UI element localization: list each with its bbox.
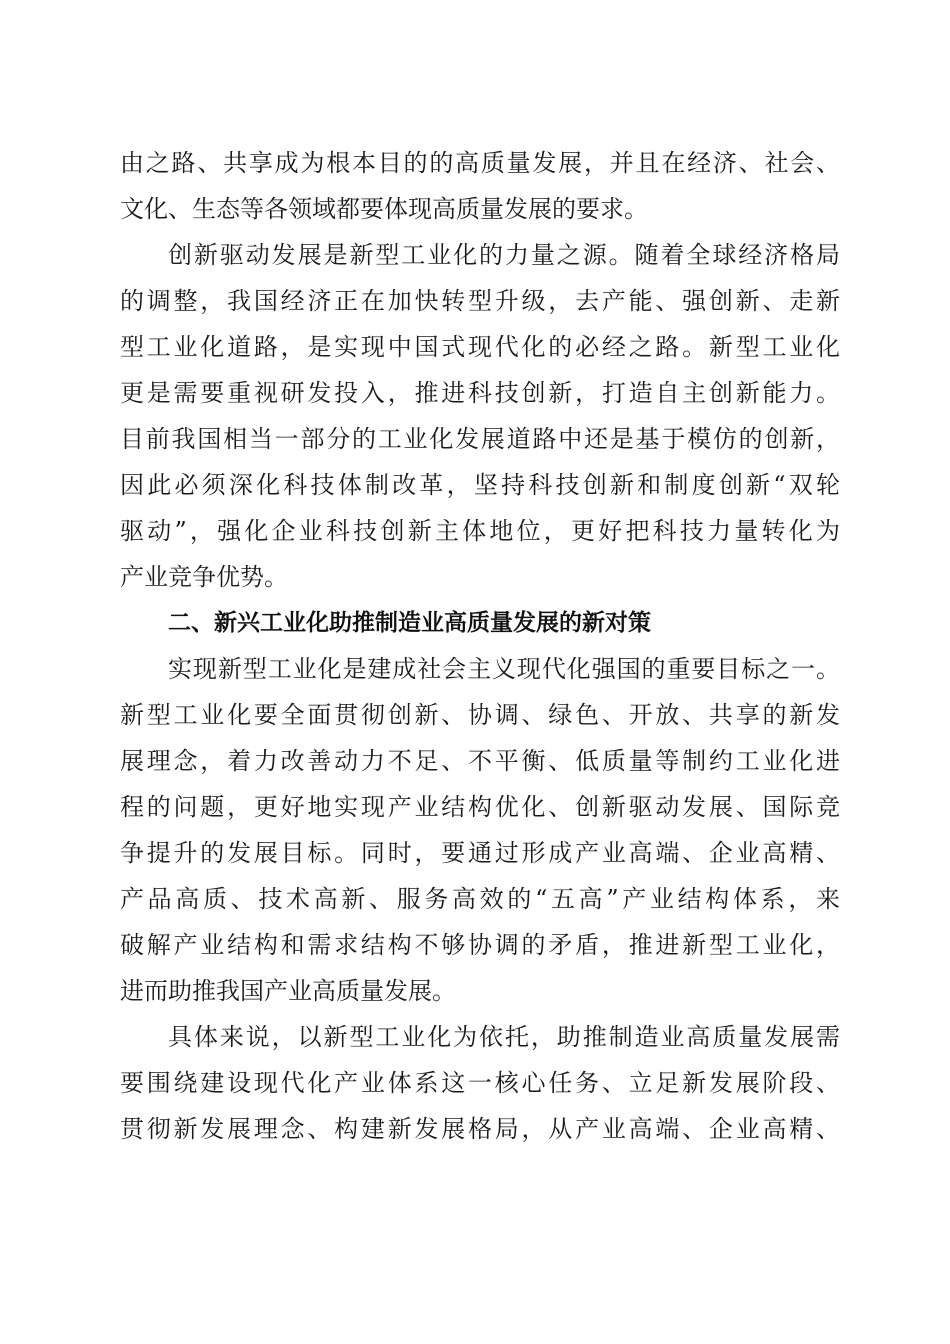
paragraph-line: 产品高质、技术高新、服务高效的“五高”产业结构体系，来 xyxy=(120,885,840,913)
paragraph-line: 争提升的发展目标。同时，要通过形成产业高端、企业高精、 xyxy=(120,839,840,867)
paragraph-line: 更是需要重视研发投入，推进科技创新，打造自主创新能力。 xyxy=(120,379,840,407)
paragraph-line: 产业竞争优势。 xyxy=(120,563,288,591)
paragraph-line: 实现新型工业化是建成社会主义现代化强国的重要目标之一。 xyxy=(168,655,840,683)
paragraph-line: 的调整，我国经济正在加快转型升级，去产能、强创新、走新 xyxy=(120,287,840,315)
paragraph-line: 具体来说，以新型工业化为依托，助推制造业高质量发展需 xyxy=(168,1023,840,1051)
paragraph-line: 因此必须深化科技体制改革，坚持科技创新和制度创新“双轮 xyxy=(120,471,840,499)
paragraph-line: 新型工业化要全面贯彻创新、协调、绿色、开放、共享的新发 xyxy=(120,701,840,729)
paragraph-line: 展理念，着力改善动力不足、不平衡、低质量等制约工业化进 xyxy=(120,747,840,775)
paragraph-line: 贯彻新发展理念、构建新发展格局，从产业高端、企业高精、 xyxy=(120,1115,840,1143)
paragraph-line: 文化、生态等各领域都要体现高质量发展的要求。 xyxy=(120,195,648,223)
paragraph-line: 进而助推我国产业高质量发展。 xyxy=(120,977,456,1005)
paragraph-line: 由之路、共享成为根本目的的高质量发展，并且在经济、社会、 xyxy=(120,149,840,177)
paragraph-line: 目前我国相当一部分的工业化发展道路中还是基于模仿的创新， xyxy=(120,425,840,453)
paragraph-line: 创新驱动发展是新型工业化的力量之源。随着全球经济格局 xyxy=(168,241,840,269)
paragraph-line: 型工业化道路，是实现中国式现代化的必经之路。新型工业化 xyxy=(120,333,840,361)
paragraph-line: 驱动”，强化企业科技创新主体地位，更好把科技力量转化为 xyxy=(120,517,840,545)
paragraph-line: 要围绕建设现代化产业体系这一核心任务、立足新发展阶段、 xyxy=(120,1069,840,1097)
paragraph-line: 破解产业结构和需求结构不够协调的矛盾，推进新型工业化， xyxy=(120,931,840,959)
section-heading: 二、新兴工业化助推制造业高质量发展的新对策 xyxy=(168,610,651,636)
paragraph-line: 程的问题，更好地实现产业结构优化、创新驱动发展、国际竞 xyxy=(120,793,840,821)
